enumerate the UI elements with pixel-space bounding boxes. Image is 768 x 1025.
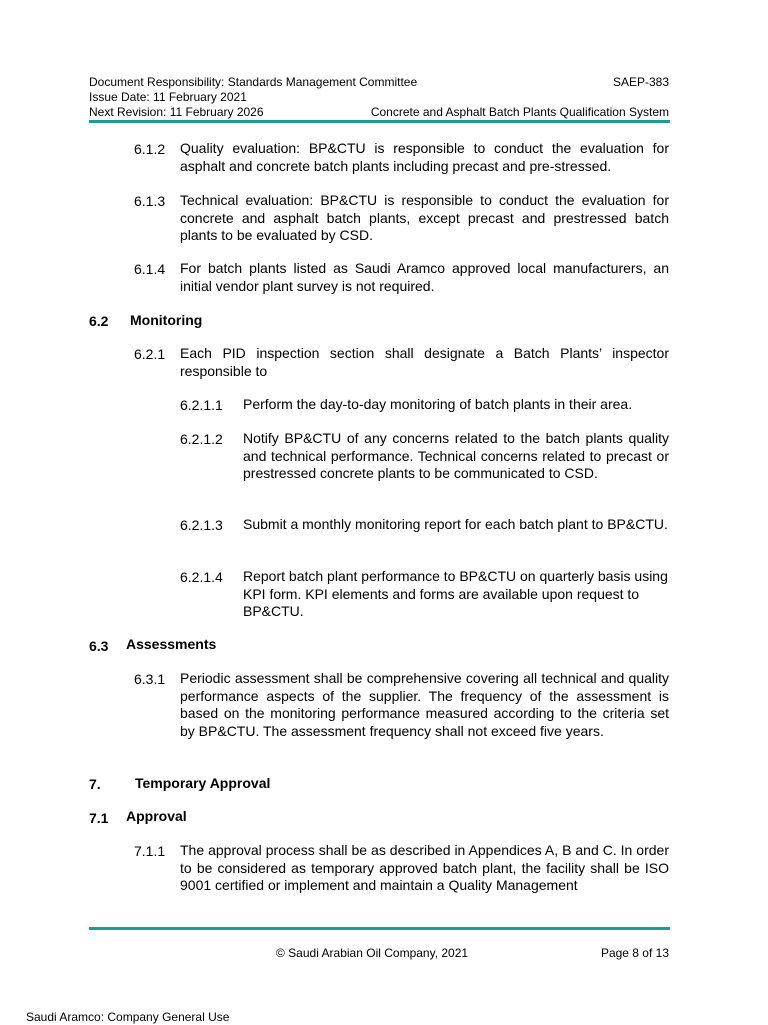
footer-rule xyxy=(89,927,670,930)
para-6-3-1: Periodic assessment shall be comprehensive covering all technical and quality performance aspects of the supplier. The frequency of the assessment is based on the monitoring performance measured according to the criteria set by BP&CTU. The assessment frequency shall not exceed five years. xyxy=(180,670,669,739)
para-6-2-1-4: Report batch plant performance to BP&CTU on quarterly basis using KPI form. KPI elements and forms are available upon request to BP&CTU. xyxy=(243,568,668,619)
para-number-6-2-1-4: 6.2.1.4 xyxy=(180,569,223,585)
para-number-6-2-1: 6.2.1 xyxy=(134,346,166,362)
para-6-2-1: Each PID inspection section shall designate a Batch Plants’ inspector responsible to xyxy=(180,345,669,379)
header-responsibility: Document Responsibility: Standards Management Committee xyxy=(89,75,418,89)
para-number-6-1-3: 6.1.3 xyxy=(134,193,166,209)
para-6-2-1-3: Submit a monthly monitoring report for each batch plant to BP&CTU. xyxy=(243,516,668,532)
section-title-approval: Approval xyxy=(126,808,187,824)
header-doc-title: Concrete and Asphalt Batch Plants Qualification System xyxy=(370,105,669,119)
para-number-6-1-4: 6.1.4 xyxy=(134,261,166,277)
para-7-1-1: The approval process shall be as described in Appendices A, B and C. In order to be considered as temporary approved batch plant, the facility shall be ISO 9001 certified or implement and maintain a Quality Management xyxy=(180,842,669,893)
header-doc-number: SAEP-383 xyxy=(612,75,669,89)
para-6-2-1-2: Notify BP&CTU of any concerns related to the batch plants quality and technical performance. Technical concerns related to precast or prestressed concrete plants to be communicated to CSD. xyxy=(243,430,669,481)
section-title-assessments: Assessments xyxy=(126,636,217,652)
para-number-6-2-1-2: 6.2.1.2 xyxy=(180,431,223,447)
section-title-monitoring: Monitoring xyxy=(130,312,203,328)
para-number-6-2-1-1: 6.2.1.1 xyxy=(180,397,223,413)
header-issue-date: Issue Date: 11 February 2021 xyxy=(89,90,247,104)
footer-page-number: Page 8 of 13 xyxy=(600,946,669,960)
para-6-2-1-1: Perform the day-to-day monitoring of batch plants in their area. xyxy=(243,396,633,412)
para-number-6-3-1: 6.3.1 xyxy=(134,671,166,687)
para-number-6-2-1-3: 6.2.1.3 xyxy=(180,517,223,533)
para-6-1-4: For batch plants listed as Saudi Aramco approved local manufacturers, an initial vendor plant survey is not required. xyxy=(180,260,669,294)
section-number-7: 7. xyxy=(89,776,101,792)
footer-copyright: © Saudi Arabian Oil Company, 2021 xyxy=(276,946,469,960)
header-next-revision: Next Revision: 11 February 2026 xyxy=(89,105,264,119)
footer-classification: Saudi Aramco: Company General Use xyxy=(26,1010,230,1024)
section-number-7-1: 7.1 xyxy=(89,810,109,826)
para-6-1-3: Technical evaluation: BP&CTU is responsible to conduct the evaluation for concrete and asphalt batch plants, except precast and prestressed batch plants to be evaluated by CSD. xyxy=(180,192,669,243)
para-number-7-1-1: 7.1.1 xyxy=(134,843,166,859)
section-number-6-3: 6.3 xyxy=(89,638,109,654)
section-title-temporary-approval: Temporary Approval xyxy=(135,775,271,791)
header-rule xyxy=(89,120,670,123)
section-number-6-2: 6.2 xyxy=(89,313,109,329)
para-number-6-1-2: 6.1.2 xyxy=(134,141,166,157)
para-6-1-2: Quality evaluation: BP&CTU is responsible to conduct the evaluation for asphalt and concrete batch plants including precast and pre-stressed. xyxy=(180,140,669,174)
